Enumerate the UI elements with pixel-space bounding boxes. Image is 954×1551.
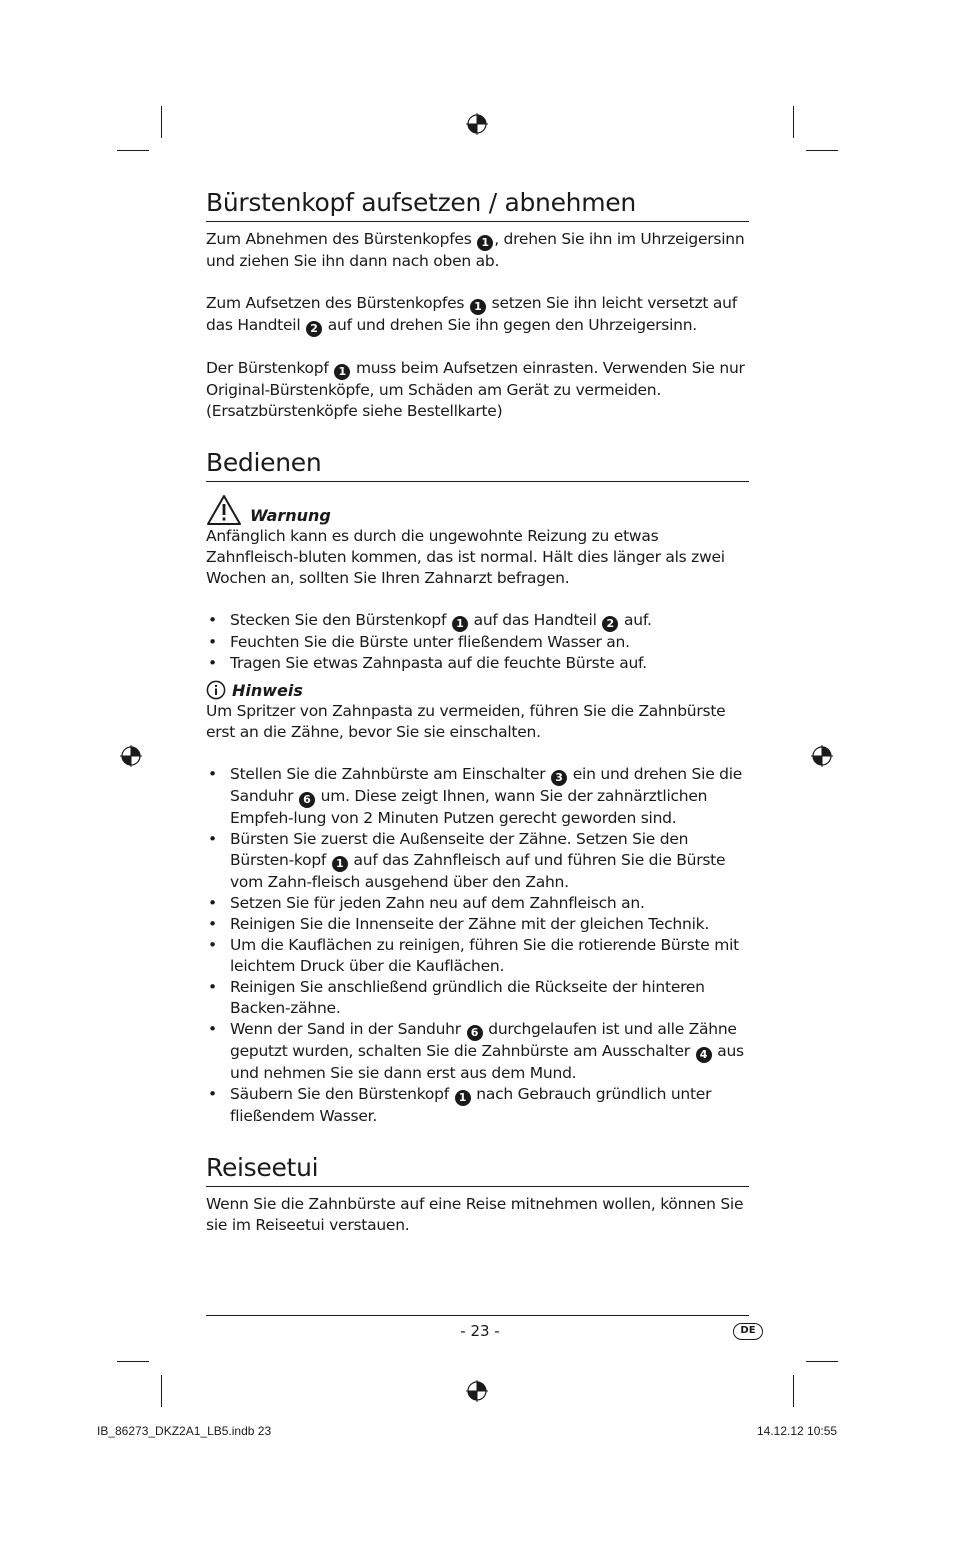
list-item: • Reinigen Sie die Innenseite der Zähne mit der gleichen Technik. [206, 914, 749, 935]
hint-heading [206, 679, 749, 701]
list-item: • Stecken Sie den Bürstenkopf 1 auf das Handteil 2 auf. [206, 610, 749, 632]
paragraph-remove-brush-head: Zum Abnehmen des Bürstenkopfes 1 , drehen Sie ihn im Uhrzeigersinn und ziehen Sie ihn dann nach oben ab. [206, 230, 745, 270]
crop-mark [793, 106, 794, 138]
hint-text: Um Spritzer von Zahnpasta zu vermeiden, führen Sie die Zahnbürste erst an die Zähne, bevor Sie sie einschalten. [206, 702, 726, 741]
paragraph-brush-head-click: Der Bürstenkopf 1 muss beim Aufsetzen einrasten. Verwenden Sie nur Original-Bürstenköpfe, um Schäden am Gerät zu vermeiden. (Ersatzbürstenköpfe siehe Bestellkarte) [206, 359, 745, 420]
info-circle-icon [206, 680, 226, 700]
ref-number-4: 4 [696, 1047, 712, 1063]
travel-case-text: Wenn Sie die Zahnbürste auf eine Reise mitnehmen wollen, können Sie sie im Reiseetui verstauen. [206, 1195, 744, 1234]
ref-number-1: 1 [332, 856, 348, 872]
language-badge: DE [733, 1323, 763, 1340]
ref-number-6: 6 [467, 1025, 483, 1041]
hint-label: Hinweis [232, 680, 303, 700]
list-item: • Wenn der Sand in der Sanduhr 6 durchgelaufen ist und alle Zähne geputzt wurden, schalten Sie die Zahnbürste am Ausschalter 4 aus und nehmen Sie sie dann erst aus dem Mund. [206, 1019, 749, 1084]
page-content [206, 186, 749, 1236]
registration-mark-icon [120, 745, 142, 767]
ref-number-1: 1 [477, 235, 493, 251]
list-item: • Feuchten Sie die Bürste unter fließendem Wasser an. [206, 632, 749, 653]
list-item: • Um die Kauflächen zu reinigen, führen Sie die rotierende Bürste mit leichtem Druck über die Kauflächen. [206, 935, 749, 977]
crop-mark [161, 1375, 162, 1407]
print-slug-file: IB_86273_DKZ2A1_LB5.indb 23 [97, 1424, 272, 1438]
list-item: • Reinigen Sie anschließend gründlich die Rückseite der hinteren Backen-zähne. [206, 977, 749, 1019]
ref-number-1: 1 [452, 616, 468, 632]
footer-divider [206, 1315, 749, 1316]
registration-mark-icon [466, 113, 488, 135]
warning-triangle-icon [206, 494, 242, 526]
crop-mark [117, 150, 149, 151]
list-item: • Tragen Sie etwas Zahnpasta auf die feuchte Bürste auf. [206, 653, 749, 674]
registration-mark-icon [466, 1380, 488, 1402]
ref-number-1: 1 [334, 364, 350, 380]
ref-number-1: 1 [470, 299, 486, 315]
registration-mark-icon [811, 745, 833, 767]
warning-heading [206, 492, 749, 526]
list-item: • Stellen Sie die Zahnbürste am Einschalter 3 ein und drehen Sie die Sanduhr 6 um. Diese zeigt Ihnen, wann Sie der zahnärztlichen Empfeh-lung von 2 Minuten Putzen gerecht geworden sind. [206, 764, 749, 829]
crop-mark [161, 106, 162, 138]
section-title-brush-head: Bürstenkopf aufsetzen / abnehmen [206, 186, 749, 222]
ref-number-2: 2 [602, 616, 618, 632]
page-number: - 23 - [460, 1322, 500, 1340]
ref-number-2: 2 [306, 321, 322, 337]
ref-number-3: 3 [551, 770, 567, 786]
print-slug-date: 14.12.12 10:55 [757, 1424, 838, 1438]
bullet-list-brushing [206, 764, 749, 1127]
crop-mark [806, 1361, 838, 1362]
list-item: • Säubern Sie den Bürstenkopf 1 nach Gebrauch gründlich unter fließendem Wasser. [206, 1084, 749, 1127]
warning-text: Anfänglich kann es durch die ungewohnte Reizung zu etwas Zahnfleisch-bluten kommen, das ist normal. Hält dies länger als zwei Wochen an, sollten Sie Ihren Zahnarzt befragen. [206, 527, 725, 587]
ref-number-1: 1 [455, 1090, 471, 1106]
crop-mark [793, 1375, 794, 1407]
list-item: • Setzen Sie für jeden Zahn neu auf dem Zahnfleisch an. [206, 893, 749, 914]
bullet-list-preparation [206, 610, 749, 674]
section-title-operation: Bedienen [206, 446, 749, 482]
warning-label: Warnung [250, 506, 331, 525]
paragraph-attach-brush-head: Zum Aufsetzen des Bürstenkopfes 1 setzen Sie ihn leicht versetzt auf das Handteil 2 auf und drehen Sie ihn gegen den Uhrzeigersinn. [206, 294, 737, 335]
ref-number-6: 6 [299, 792, 315, 808]
section-title-travel-case: Reiseetui [206, 1151, 749, 1187]
crop-mark [806, 150, 838, 151]
list-item: • Bürsten Sie zuerst die Außenseite der Zähne. Setzen Sie den Bürsten-kopf 1 auf das Zahnfleisch auf und führen Sie die Bürste vom Zahn-fleisch ausgehend über den Zahn. [206, 829, 749, 893]
crop-mark [117, 1361, 149, 1362]
